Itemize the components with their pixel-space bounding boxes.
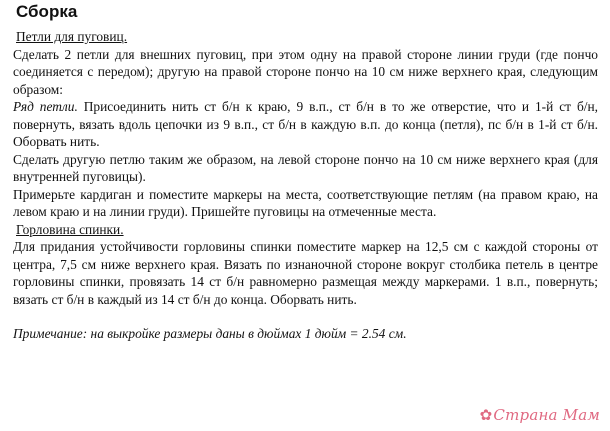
watermark-logo — [480, 406, 600, 424]
paragraph-second-buttonhole: Сделать другую петлю таким же образом, на левой стороне пончо на 10 см ниже верхнего края (для внутренней пуговицы). — [13, 151, 598, 184]
page-title: Сборка — [16, 2, 78, 21]
document-body — [13, 28, 598, 308]
paragraph-buttons-placement: Примерьте кардиган и поместите маркеры на места, соответствующие петлям (на правом краю, на левом краю и на линии груди). Пришейте пуговицы на отмеченные места. — [13, 186, 598, 219]
section-heading-buttonholes: Петли для пуговиц. — [16, 29, 128, 44]
paragraph-back-neck: Для придания устойчивости горловины спинки поместите маркер на 12,5 см с каждой стороны от центра, 7,5 см ниже верхнего края. Вязать по изнаночной стороне вокруг столбика петель в центре горловины спинки, провязать 14 ст б/н равномерно размещая между маркерами. 1 в.п., повернуть; вязать ст б/н в каждый из 14 ст б/н до конца. Оборвать нить. — [13, 239, 598, 307]
document-page — [13, 2, 598, 343]
note: Примечание: на выкройке размеры даны в дюймах 1 дюйм = 2.54 см. — [13, 326, 407, 341]
star-icon: ✿ — [479, 406, 493, 424]
section-heading-back-neck: Горловина спинки. — [16, 221, 124, 237]
row-label: Ряд петли. — [13, 99, 78, 114]
paragraph-buttonholes-intro: Сделать 2 петли для внешних пуговиц, при этом одну на правой стороне линии груди (где пончо соединяется с передом); другую на правой стороне пончо на 10 см ниже верхнего края, следующим образом: — [13, 46, 598, 97]
watermark-text: Страна Мам — [493, 406, 600, 424]
paragraph-buttonhole-row — [13, 98, 598, 151]
row-instructions: Присоединить нить ст б/н к краю, 9 в.п., ст б/н в то же отверстие, что и 1-й ст б/н, повернуть, вязать вдоль цепочки из 9 в.п., ст б/н в каждую в.п. до конца (петля), пс б/н в 1-й ст б/н. Оборвать нить. — [13, 99, 598, 149]
